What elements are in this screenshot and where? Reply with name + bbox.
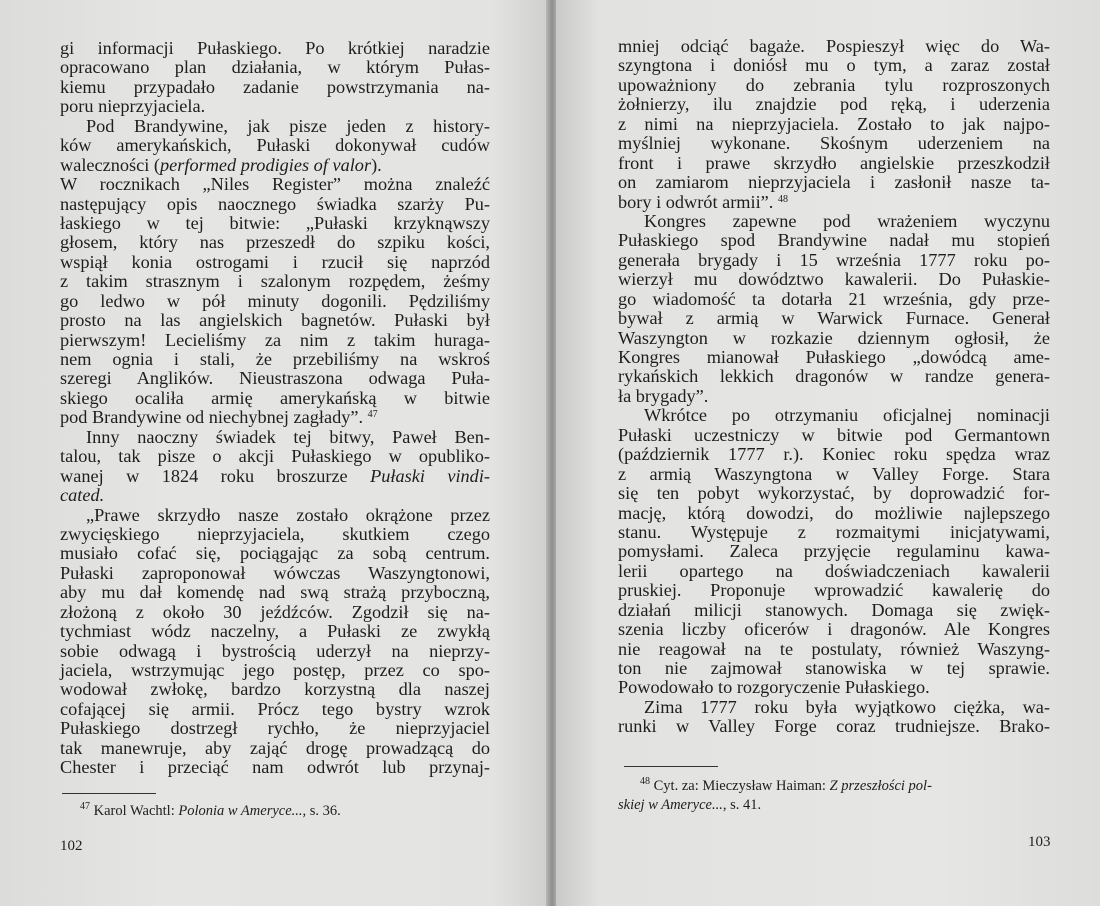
text-line: poru nieprzyjaciela.: [60, 96, 206, 117]
text-line: Waszyngton w rozkazie dziennym ogłosił, że: [618, 327, 1050, 348]
text-line: cated.: [60, 485, 105, 506]
text-line: z nimi na nieprzyjaciela. Zostało to jak najpo-: [618, 113, 1050, 134]
text-line: z takim strasznym i szalonym rozpędem, żeśmy: [60, 271, 490, 292]
text-line: upoważniony do zebrania tylu rozproszonych: [618, 74, 1050, 95]
text-line: szeregi Anglików. Nieustraszona odwaga Puła-: [60, 368, 490, 389]
text-line: szyngtona i doniósł mu o tym, a zaraz został: [618, 55, 1050, 76]
text-line: „Prawe skrzydło nasze zostało okrążone przez: [86, 504, 490, 525]
footnote-title-cont: skiej w Ameryce...: [618, 797, 723, 813]
text-line: Zima 1777 roku była wyjątkowo ciężka, wa-: [644, 696, 1050, 717]
text-line: Chester i przeciąć nam odwrót lub przynaj-: [60, 757, 490, 778]
left-body-text: [60, 39, 490, 778]
text-line: Pułaskiego dostrzegł rychło, że nieprzyjaciel: [60, 718, 490, 739]
text-line: front i prawe skrzydło angielskie przeszkodził: [618, 152, 1050, 173]
text-line: lerii opartego na doświadczeniach kawalerii: [618, 560, 1050, 581]
text-line: ków amerykańskich, Pułaski dokonywał cudów: [60, 135, 490, 156]
text-line: pierwszym! Lecieliśmy za nim z takim huraga-: [60, 329, 490, 350]
text-line: się ten pobyt wykorzystać, by doprowadzić for-: [618, 483, 1050, 504]
text-line: pod Brandywine od niechybnej zagłady”. $^{47}$: [60, 407, 378, 428]
text-line: skiego ocaliła armię amerykańską w bitwie: [60, 387, 490, 408]
text-line: łaskiego w tej bitwie: „Pułaski krzyknąwszy: [60, 212, 490, 233]
text-line: Kongres zapewne pod wrażeniem wyczynu: [644, 210, 1050, 231]
footnote-ref: 48: [777, 193, 788, 205]
left-page: [0, 0, 548, 906]
text-line: tychmiast wódz naczelny, a Pułaski ze zwykłą: [60, 621, 490, 642]
text-line: Pod Brandywine, jak pisze jeden z history-: [86, 115, 490, 136]
footnote-ref: 47: [367, 409, 378, 421]
text-line: wierzył mu dowództwo kawalerii. Do Pułaskie-: [618, 269, 1050, 290]
text-line: cofającej się armii. Prócz tego bystry wzrok: [60, 698, 490, 719]
footnote: [80, 802, 480, 821]
text-line: mniej odciąć bagaże. Pospieszył więc do Wa-: [618, 36, 1050, 56]
text-line: W rocznikach „Niles Register” można znaleźć: [60, 174, 490, 195]
text-line: działań milicji stanowych. Domaga się zwięk-: [618, 599, 1050, 620]
text-line: z armią Waszyngtona w Valley Forge. Stara: [618, 463, 1050, 484]
text-line: ton nie zajmował stanowiska w tej sprawie.: [618, 658, 1050, 678]
text-line: Kongres mianował Pułaskiego „dowódcą ame-: [618, 347, 1050, 367]
text-line: stanu. Występuje z rozmaitymi inicjatywami,: [618, 521, 1050, 542]
text-line: nem ognia i stali, że przebiliśmy na wskroś: [60, 349, 490, 369]
text-line: mację, którą dowodzi, do możliwie najlepszego: [618, 502, 1050, 523]
text-line: myślniej wykonane. Skośnym uderzeniem na: [618, 133, 1050, 154]
text-line: talou, tak pisze o akcji Pułaskiego w opubliko-: [60, 446, 490, 467]
footnote-number: 47: [80, 801, 90, 812]
footnote-tail: , s. 41.: [722, 797, 762, 813]
text-line: musiało cofać się, pociągając za sobą centrum.: [60, 543, 490, 564]
page-number: 102: [60, 838, 83, 854]
text-line: tak manewruje, aby zająć drogę prowadzącą do: [60, 737, 490, 758]
text-line: waleczności (performed prodigies of valor).: [60, 154, 382, 175]
text-line: ła brygady”.: [618, 385, 709, 406]
text-line: Pułaski zaproponował wówczas Waszyngtonowi,: [60, 562, 490, 583]
text-line: żołnierzy, ilu znajdzie pod ręką, i uderzenia: [618, 94, 1050, 115]
text-line: Pułaskiego spod Brandywine nadał mu stopień: [618, 230, 1050, 251]
text-line: prosto na las angielskich bagnetów. Pułaski był: [60, 310, 490, 331]
footnote-title: Z przeszłości pol-: [829, 778, 932, 794]
text-line: pomysłami. Zaleca przyjęcie regulaminu kawa-: [618, 541, 1050, 562]
text-line: jaciela, wstrzymując jego postęp, przez co spo-: [60, 660, 490, 680]
text-line: złożoną z około 30 jeźdźców. Zgodził się na-: [60, 601, 490, 622]
text-line: bywał z armią w Warwick Furnace. Generał: [618, 308, 1050, 329]
footnote-text: Karol Wachtl:: [93, 803, 179, 819]
footnote-tail: , s. 36.: [302, 803, 341, 819]
footnote-rule: [624, 766, 718, 767]
text-line: runki w Valley Forge coraz trudniejsze. Brako-: [618, 716, 1050, 737]
footnote: [618, 776, 1050, 815]
text-line: go wiadomość ta dotarła 21 września, gdy prze-: [618, 288, 1050, 309]
footnote-title: Polonia w Ameryce...: [178, 803, 303, 819]
text-line: aby mu dał komendę nad swą strażą przyboczną,: [60, 582, 490, 603]
text-line: wanej w 1824 roku broszurze Pułaski vindi-: [60, 465, 490, 486]
text-line: rykańskich lekkich dragonów w randze genera-: [618, 366, 1050, 387]
text-line: nie reagował na te postulaty, również Waszyng-: [618, 638, 1050, 659]
text-line: wodował zwłokę, bardzo korzystną dla naszej: [60, 679, 490, 700]
footnote-rule: [62, 793, 156, 794]
text-line: pruskiej. Proponuje wprowadzić kawalerię do: [618, 580, 1050, 601]
text-line: zwycięskiego nieprzyjaciela, skutkiem czego: [60, 523, 490, 544]
text-line: Powodowało to rozgoryczenie Pułaskiego.: [618, 677, 930, 698]
text-line: gi informacji Pułaskiego. Po krótkiej naradzie: [60, 38, 490, 58]
text-line: bory i odwrót armii”. $^{48}$: [618, 191, 788, 212]
text-line: generała brygady i 15 września 1777 roku po-: [618, 249, 1050, 270]
footnote-text: Cyt. za: Mieczysław Haiman:: [653, 778, 830, 794]
text-line: Pułaski uczestniczy w bitwie pod Germantown: [618, 424, 1050, 445]
text-line: wspiął konia ostrogami i rzucił się naprzód: [60, 251, 490, 272]
text-line: Inny naoczny świadek tej bitwy, Paweł Ben-: [86, 426, 490, 447]
text-line: następujący opis naocznego świadka szarży Pu-: [60, 193, 490, 214]
right-page: [556, 0, 1100, 906]
text-line: kiemu przypadało zadanie powstrzymania na-: [60, 76, 490, 97]
right-body-text: [618, 37, 1050, 737]
text-line: sobie odwagą i bystrością uderzył na nieprzy-: [60, 640, 490, 661]
footnote-number: 48: [640, 776, 650, 787]
text-line: on zamiarom nieprzyjaciela i zasłonił nasze ta-: [618, 172, 1050, 193]
text-line: szenia liczby oficerów i dragonów. Ale Kongres: [618, 619, 1050, 640]
page-number: 103: [1028, 834, 1051, 850]
text-line: głosem, który nas przeszedł do szpiku kości,: [60, 232, 490, 253]
text-line: Wkrótce po otrzymaniu oficjalnej nominacji: [644, 405, 1050, 426]
text-line: (październik 1777 r.). Koniec roku spędza wraz: [618, 444, 1050, 465]
text-line: go ledwo w pół minuty dogonili. Pędziliśmy: [60, 290, 490, 311]
text-line: opracowano plan działania, w którym Pułas-: [60, 57, 490, 78]
